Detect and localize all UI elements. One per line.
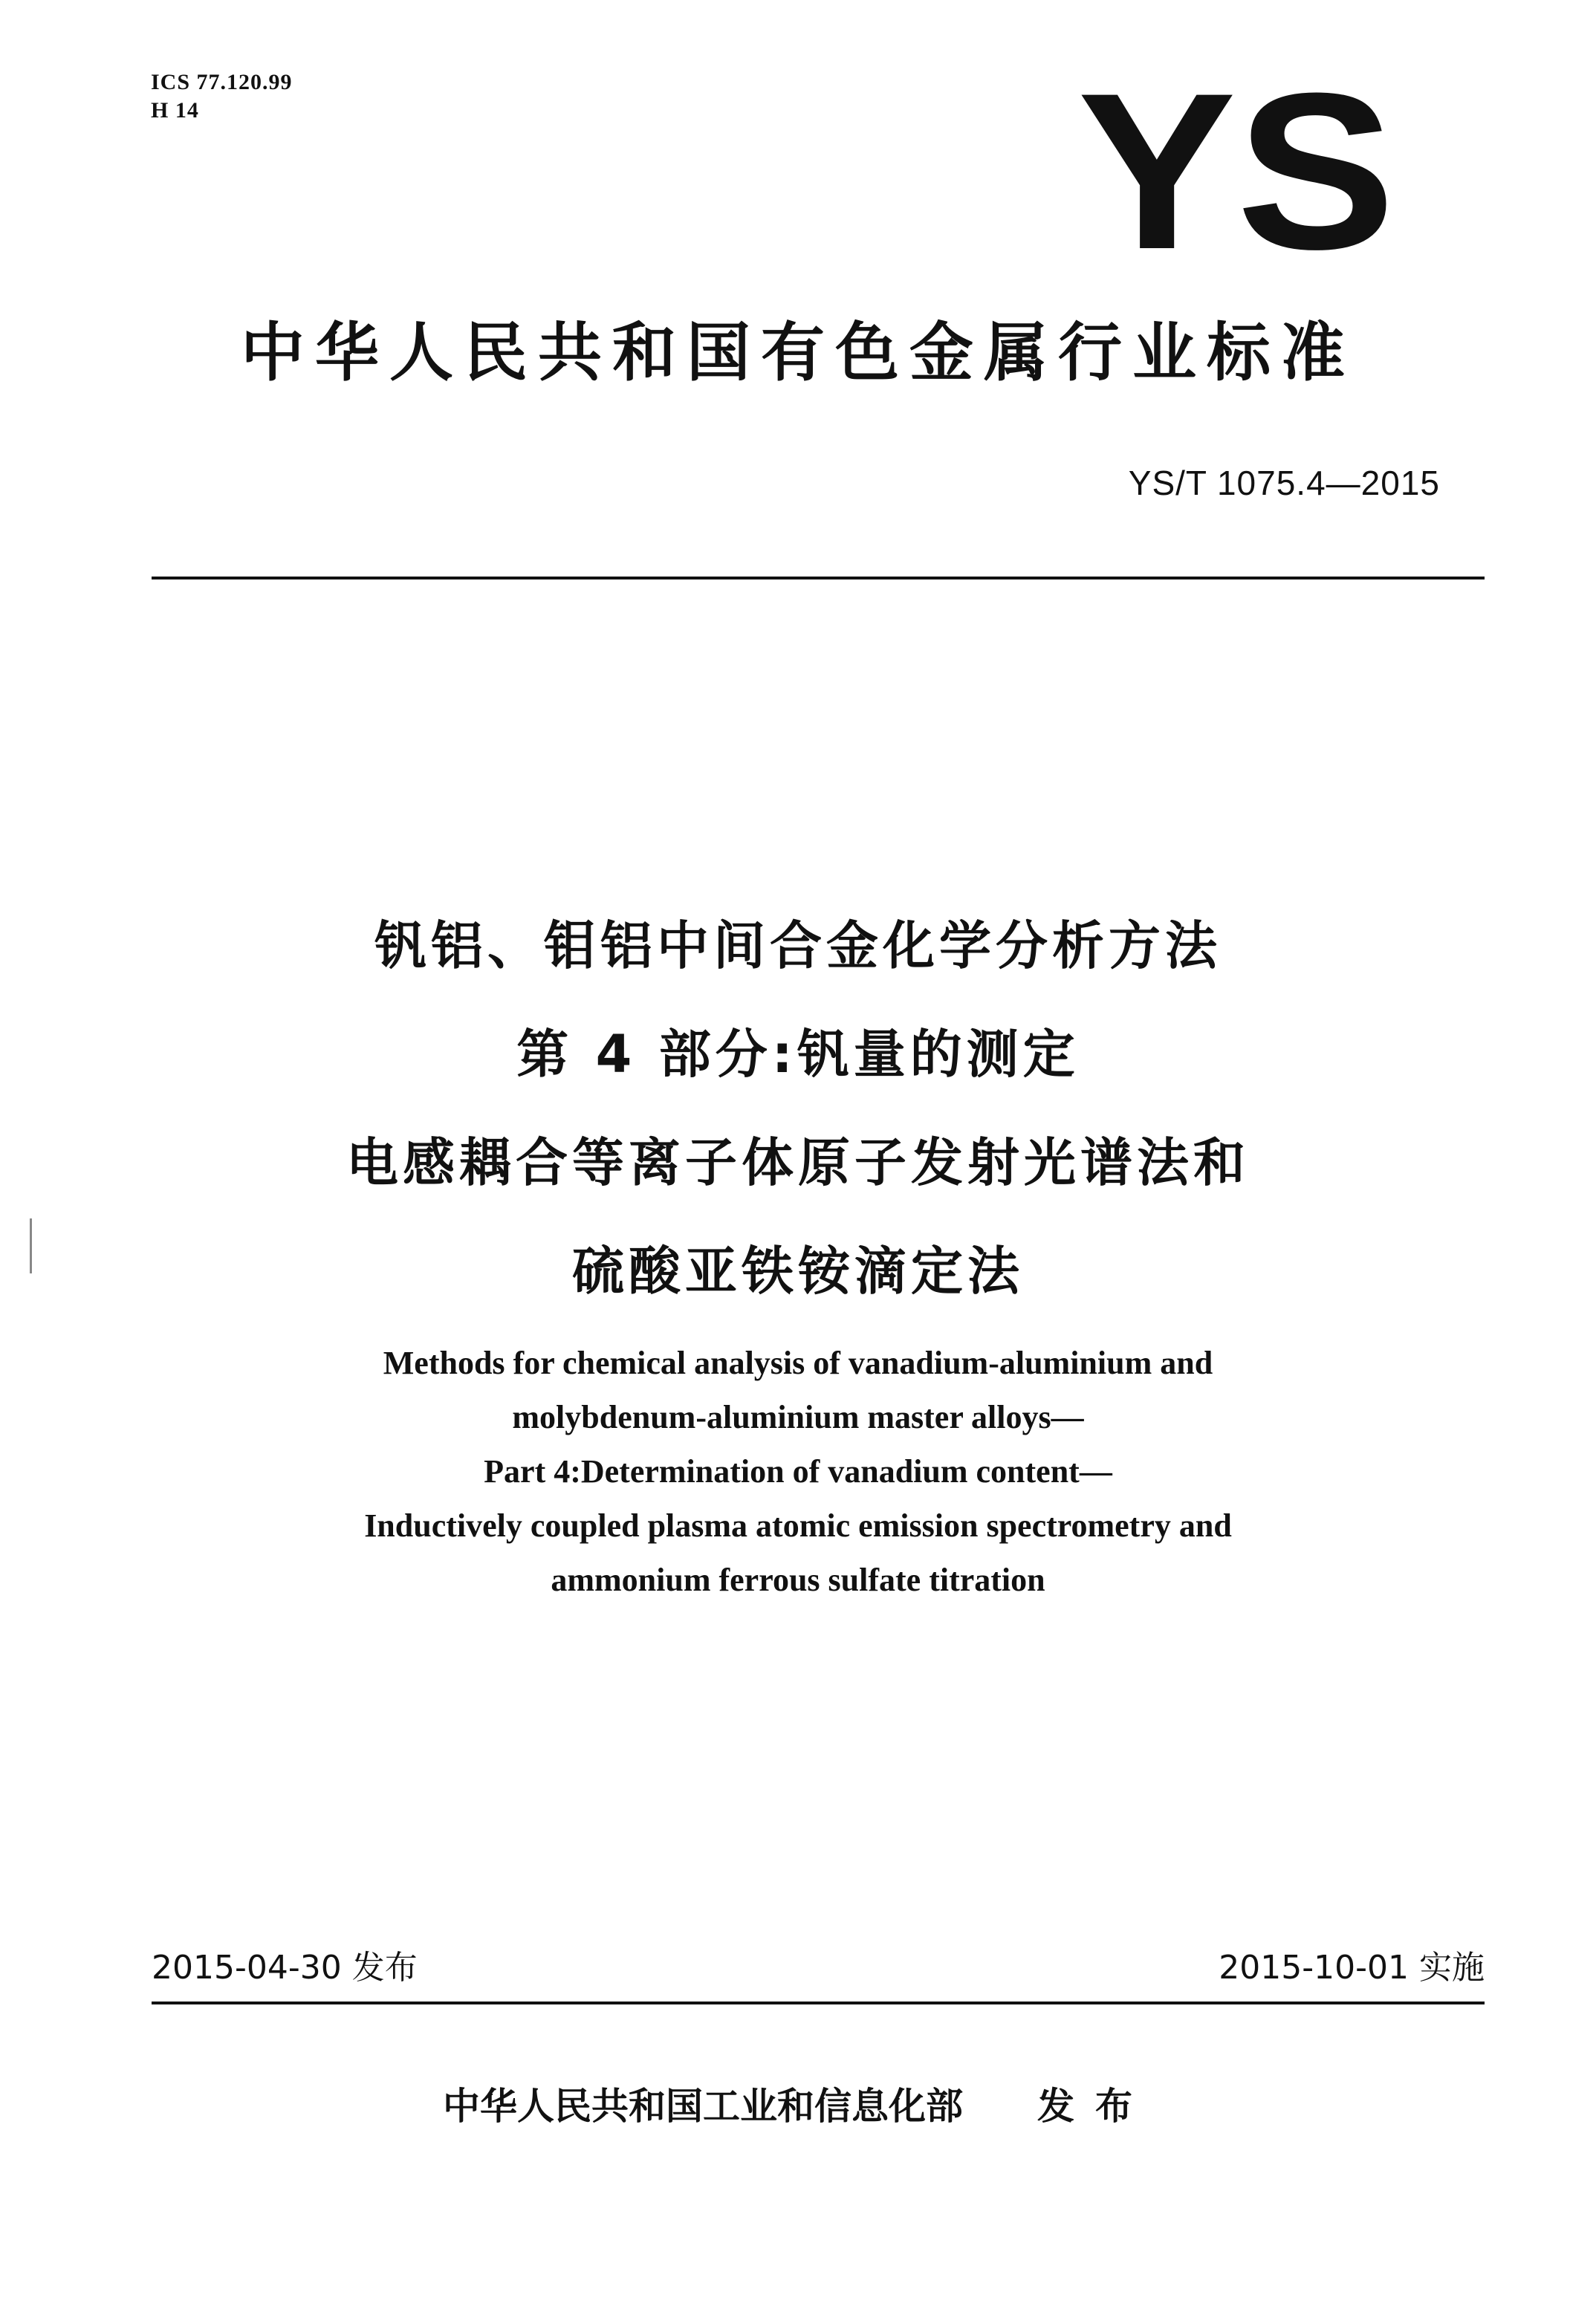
english-title-line-5: ammonium ferrous sulfate titration: [551, 1562, 1045, 1598]
ys-logo-text: YS: [1077, 83, 1395, 254]
chinese-title: [0, 892, 1596, 1325]
chinese-title-line-1: 钒铝、钼铝中间合金化学分析方法: [374, 915, 1222, 976]
header-divider: [152, 577, 1485, 580]
standard-type-heading: 中华人民共和国有色金属行业标准: [241, 316, 1355, 390]
chinese-title-line-3: 电感耦合等离子体原子发射光谱法和: [346, 1132, 1250, 1193]
issuer-line: [0, 2080, 1596, 2132]
publish-date: 2015-04-30 发布: [152, 1949, 418, 1987]
issuer-name: 中华人民共和国工业和信息化部: [443, 2085, 963, 2128]
ics-code: ICS 77.120.99: [151, 70, 293, 94]
english-title-line-4: Inductively coupled plasma atomic emission spectrometry and: [364, 1507, 1232, 1544]
english-title-line-1: Methods for chemical analysis of vanadium-aluminium and: [383, 1345, 1213, 1381]
english-title-line-2: molybdenum-aluminium master alloys—: [512, 1399, 1084, 1435]
implement-date: 2015-10-01 实施: [1219, 1949, 1485, 1987]
chinese-title-line-2: 第 4 部分:钒量的测定: [516, 1024, 1080, 1085]
english-title: [0, 1336, 1596, 1607]
english-title-line-3: Part 4:Determination of vanadium content—: [484, 1453, 1112, 1490]
classification-codes: [151, 68, 293, 125]
chinese-title-line-4: 硫酸亚铁铵滴定法: [572, 1241, 1024, 1302]
ccs-code: H 14: [151, 98, 199, 123]
issuer-action: 发布: [1037, 2085, 1153, 2128]
footer-divider: [152, 2002, 1485, 2004]
ys-logo: [1076, 83, 1397, 254]
standard-number: YS/T 1075.4—2015: [1128, 464, 1440, 502]
margin-mark: [30, 1218, 32, 1273]
